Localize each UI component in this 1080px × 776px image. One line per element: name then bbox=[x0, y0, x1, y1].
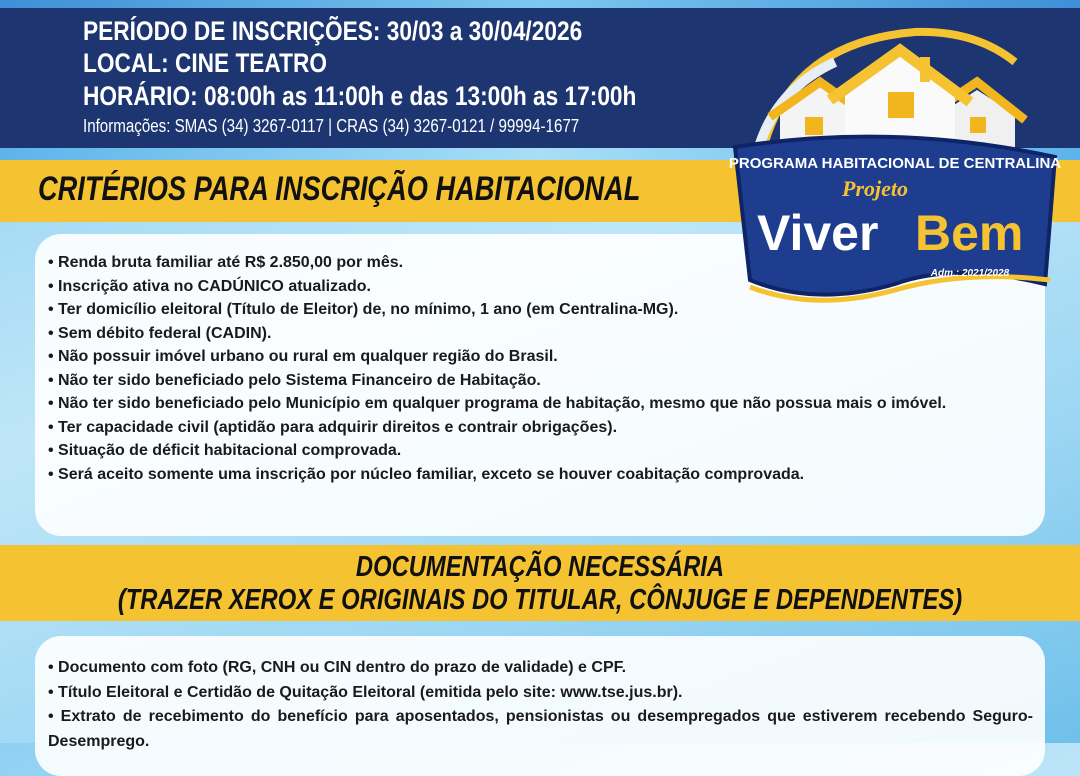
list-item: • Não ter sido beneficiado pelo Sistema Financeiro de Habitação. bbox=[48, 371, 541, 389]
documents-subtitle: (TRAZER XEROX E ORIGINAIS DO TITULAR, CÔNJUGE E DEPENDENTES) bbox=[117, 584, 963, 616]
criteria-title: CRITÉRIOS PARA INSCRIÇÃO HABITACIONAL bbox=[38, 170, 641, 208]
list-item: • Não ter sido beneficiado pelo Município em qualquer programa de habitação, mesmo que não possua mais o imóvel. bbox=[48, 395, 947, 412]
logo-viver-text: Viver bbox=[757, 205, 879, 261]
list-item: • Será aceito somente uma inscrição por núcleo familiar, exceto se houver coabitação comprovada. bbox=[48, 465, 805, 483]
list-item: • Renda bruta familiar até R$ 2.850,00 por mês. bbox=[48, 254, 404, 271]
documents-list bbox=[48, 656, 1033, 754]
list-item: • Ter capacidade civil (aptidão para adquirir direitos e contrair obrigações). bbox=[48, 418, 618, 436]
list-item: • Não possuir imóvel urbano ou rural em qualquer região do Brasil. bbox=[48, 348, 558, 365]
schedule: HORÁRIO: 08:00h as 11:00h e das 13:00h as 17:00h bbox=[83, 81, 637, 111]
list-item: • Documento com foto (RG, CNH ou CIN dentro do prazo de validade) e CPF. bbox=[48, 659, 627, 676]
logo-adm-text: Adm.: 2021/2028 bbox=[930, 268, 1010, 279]
location: LOCAL: CINE TEATRO bbox=[83, 48, 328, 78]
list-item: • Extrato de recebimento do benefício para aposentados, pensionistas ou desempregados que estiverem recebendo Seguro-Desemprego. bbox=[48, 708, 1033, 750]
documents-title: DOCUMENTAÇÃO NECESSÁRIA bbox=[355, 551, 725, 583]
logo-bem-text: Bem bbox=[915, 205, 1024, 261]
list-item: • Sem débito federal (CADIN). bbox=[48, 324, 272, 342]
registration-period: PERÍODO DE INSCRIÇÕES: 30/03 a 30/04/2026 bbox=[83, 16, 583, 46]
top-stripe bbox=[0, 0, 1080, 8]
logo-program-text: PROGRAMA HABITACIONAL DE CENTRALINA bbox=[728, 155, 1062, 172]
viver-bem-logo bbox=[725, 22, 1065, 312]
list-item: • Ter domicílio eleitoral (Título de Eleitor) de, no mínimo, 1 ano (em Centralina-MG). bbox=[48, 301, 679, 318]
list-item: • Situação de déficit habitacional comprovada. bbox=[48, 442, 402, 459]
list-item: • Título Eleitoral e Certidão de Quitação Eleitoral (emitida pelo site: www.tse.jus.br). bbox=[48, 683, 683, 701]
list-item: • Inscrição ativa no CADÚNICO atualizado. bbox=[48, 277, 371, 295]
logo-projeto-text: Projeto bbox=[842, 176, 908, 201]
contact-info: Informações: SMAS (34) 3267-0117 | CRAS (34) 3267-0121 / 99994-1677 bbox=[83, 116, 580, 136]
